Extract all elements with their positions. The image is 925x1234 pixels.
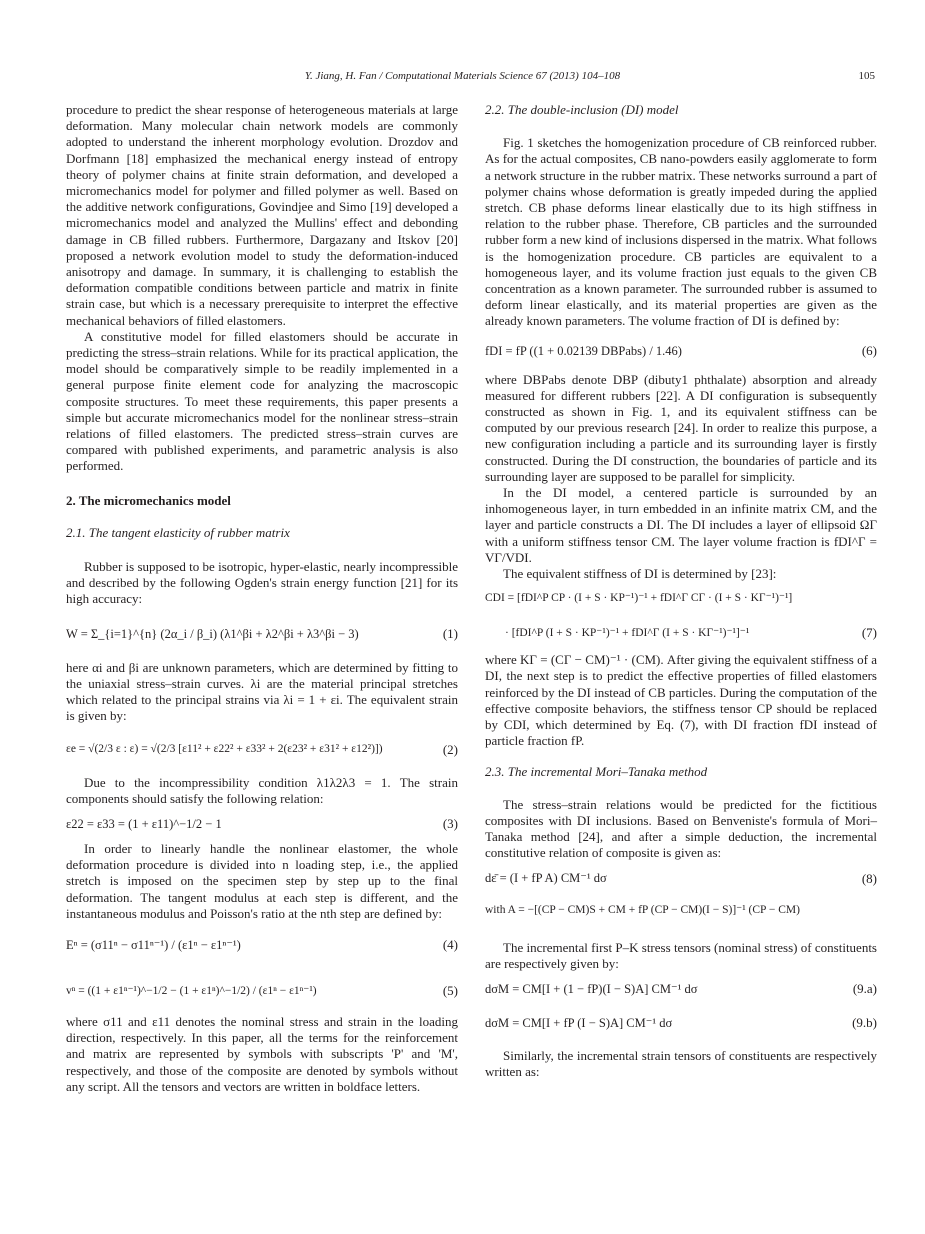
paragraph: where DBPabs denote DBP (dibuty1 phthalate) absorption and already measured for different rubbers [22]. A DI configuration is subsequently constructed as shown in Fig. 1, and its equivalent stiffness can be computed by our previous research [24]. In order to realize this purpose, a new configuration including a particle and its surrounding layer is firstly constructed. During the DI construction, the boundaries of particle and its surrounding layer are supposed to be parallel for simplicity. bbox=[485, 371, 877, 484]
equation-text: dε̄ = (I + fP A) CM⁻¹ dσ bbox=[485, 871, 607, 886]
equation-7-line-1 bbox=[485, 582, 877, 614]
equation-5 bbox=[66, 968, 458, 1014]
equation-4 bbox=[66, 922, 458, 968]
paragraph: In the DI model, a centered particle is surrounded by an inhomogeneous layer, in turn embedded in an infinite matrix CM, and the layer and particle constructs a DI. The DI includes a layer of ellipsoid ΩΓ with a uniform stiffness tensor CM. The layer volume fraction is fDI^Γ = VΓ/VDI. bbox=[485, 485, 877, 565]
equation-number: (6) bbox=[861, 342, 877, 358]
equation-7-line-2 bbox=[485, 614, 877, 652]
subsection-heading: 2.3. The incremental Mori–Tanaka method bbox=[485, 763, 708, 779]
equation-number: (5) bbox=[442, 982, 458, 998]
journal-citation: Y. Jiang, H. Fan / Computational Materials Science 67 (2013) 104–108 bbox=[304, 70, 621, 82]
running-header bbox=[0, 70, 925, 90]
paragraph: Due to the incompressibility condition λ1λ2λ3 = 1. The strain components should satisfy the following relation: bbox=[66, 774, 458, 806]
equation-text: W = Σ_{i=1}^{n} (2α_i / β_i) (λ1^βi + λ2^βi + λ3^βi − 3) bbox=[66, 626, 359, 641]
equation-text: vⁿ = ((1 + ε1ⁿ⁻¹)^−1/2 − (1 + ε1ⁿ)^−1/2) / (ε1ⁿ − ε1ⁿ⁻¹) bbox=[66, 984, 317, 997]
equation-text: dσM = CM[I + (1 − fP)(I − S)A] CM⁻¹ dσ bbox=[485, 981, 698, 996]
equation-number: (8) bbox=[861, 870, 877, 886]
equation-number: (4) bbox=[442, 936, 458, 952]
equation-number: (1) bbox=[442, 625, 458, 641]
paragraph: The stress–strain relations would be predicted for the fictitious composites with DI inclusions. Based on Benveniste's formula of Mori–Tanaka method [24], and after a simple deduction, the incremental constitutive relation of composite is given as: bbox=[485, 796, 877, 861]
equation-6 bbox=[485, 330, 877, 372]
paragraph: In order to linearly handle the nonlinear elastomer, the whole deformation procedure is divided into n loading step, i.e., the applied stretch is imposed on the specimen step by step up to the final deformation. The tangent modulus at each step is different, and the instantaneous modulus and Poisson's ratio at the nth step are defined by: bbox=[66, 840, 458, 921]
equation-8 bbox=[485, 862, 877, 896]
paragraph: where σ11 and ε11 denotes the nominal stress and strain in the loading direction, respectively. In this paper, all the terms for the reinforcement and matrix are represented by symbols with subscripts 'P' and 'M', respectively, and those of the composite are denoted by symbols without any script. All the tensors and vectors are written in boldface letters. bbox=[66, 1013, 458, 1094]
equation-9b bbox=[485, 1006, 877, 1040]
equation-number: (7) bbox=[861, 625, 877, 641]
paragraph: here αi and βi are unknown parameters, which are determined by fitting to the uniaxial stress–strain curves. λi are the material principal stretches which related to the principal strains via λi = 1 + εi. The equivalent strain is given by: bbox=[66, 659, 458, 724]
subsection-heading: 2.1. The tangent elasticity of rubber matrix bbox=[66, 524, 290, 540]
paragraph: where KΓ = (CΓ − CM)⁻¹ · (CM). After giving the equivalent stiffness of a DI, the next step is to predict the effective properties of filled elastomers reinforced by the DI instead of CB particles. During the computation of the effective composite behaviors, the stiffness tensor CP should be replaced by CDI, which determined by Eq. (7), with DI fraction fDI instead of particle fraction fP. bbox=[485, 652, 877, 749]
equation-number: (9.a) bbox=[852, 980, 877, 996]
equation-3 bbox=[66, 807, 458, 841]
paragraph: procedure to predict the shear response of heterogeneous materials at large deformation. Many molecular chain network models are commonly adopted to understand the inherent morphology evolution. Drozdov and Dorfmann [18] emphasized the mechanical energy instead of entropy theory of polymer chains at finite strain deformation, and developed a micromechanics model for polymer and filled polymer as well. Based on the additive network configurations, Govindjee and Simo [19] developed a micromechanics model and analyzed the Mullins' effect and debonding damage in CB filled rubbers. Furthermore, Dargazany and Itskov [20] proposed a network evolution model to study the deformation-induced anisotropy and damage. In summary, it is challenging to establish the deformation compatible conditions between particle and matrix in finite strain case, but which is a necessary prerequisite to interpret the effective mechanical behaviors of filled elastomers. bbox=[66, 102, 458, 328]
equation-8-definition bbox=[485, 896, 877, 926]
equation-number: (2) bbox=[442, 741, 458, 757]
equation-text: with A = −[(CP − CM)S + CM + fP (CP − CM)(I − S)]⁻¹ (CP − CM) bbox=[485, 904, 800, 917]
equation-number: (3) bbox=[442, 815, 458, 831]
equation-text: · [fDI^P (I + S · KP⁻¹)⁻¹ + fDI^Γ (I + S · KΓ⁻¹)⁻¹]⁻¹ bbox=[505, 627, 750, 640]
equation-text: ε22 = ε33 = (1 + ε11)^−1/2 − 1 bbox=[66, 816, 222, 831]
equation-2 bbox=[66, 725, 458, 775]
equation-1 bbox=[66, 608, 458, 660]
paragraph: The equivalent stiffness of DI is determined by [23]: bbox=[503, 566, 777, 582]
right-column bbox=[485, 102, 877, 1080]
equation-text: CDI = [fDI^P CP · (I + S · KP⁻¹)⁻¹ + fDI^Γ CΓ · (I + S · KΓ⁻¹)⁻¹] bbox=[485, 592, 793, 605]
section-heading: 2. The micromechanics model bbox=[66, 492, 231, 508]
paragraph: Fig. 1 sketches the homogenization procedure of CB reinforced rubber. As for the actual composites, CB nano-powders easily agglomerate to form a network structure in the rubber matrix. These networks surround a part of polymer chains whose deformation is greatly impeded during the applied stretch. CB phase deforms linear elastically due to its high stiffness in relation to the rubber phase. Therefore, CB particles and the surrounded rubber form a new kind of inclusions dispersed in the matrix. What follows is the homogenization procedure. CB particles are equivalent to a homogeneous layer, and its volume fraction just equals to the given CB concentration as a known parameter. The surrounded rubber is assumed to deform linear elastically, and its material properties are given as the already known parameters. The volume fraction of DI is defined by: bbox=[485, 135, 877, 329]
page-number: 105 bbox=[858, 70, 875, 82]
paragraph: A constitutive model for filled elastomers should be accurate in predicting the stress–strain relations. While for its practical application, the model should be comparatively simple to be readily implemented in a general purpose finite element code for analyzing the macroscopic composite structures. To meet these requirements, this paper presents a simple but accurate micromechanics model for the nonlinear stress–strain relations of filled elastomers. The predicted stress–strain curves are compared with published experiments, and parametric analysis is also performed. bbox=[66, 328, 458, 474]
left-column bbox=[66, 102, 458, 1095]
equation-number: (9.b) bbox=[852, 1014, 877, 1030]
equation-9a bbox=[485, 972, 877, 1006]
paragraph: The incremental first P–K stress tensors (nominal stress) of constituents are respectively given by: bbox=[485, 939, 877, 971]
paragraph: Similarly, the incremental strain tensors of constituents are respectively written as: bbox=[485, 1047, 877, 1080]
equation-text: Eⁿ = (σ11ⁿ − σ11ⁿ⁻¹) / (ε1ⁿ − ε1ⁿ⁻¹) bbox=[66, 937, 241, 952]
equation-text: dσM = CM[I + fP (I − S)A] CM⁻¹ dσ bbox=[485, 1015, 673, 1030]
equation-text: fDI = fP ((1 + 0.02139 DBPabs) / 1.46) bbox=[485, 343, 682, 358]
equation-text: εe = √(2/3 ε : ε) = √(2/3 [ε11² + ε22² + ε33² + 2(ε23² + ε31² + ε12²)]) bbox=[66, 743, 383, 756]
subsection-heading: 2.2. The double-inclusion (DI) model bbox=[485, 102, 679, 117]
paragraph: Rubber is supposed to be isotropic, hyper-elastic, nearly incompressible and described by the following Ogden's strain energy function [21] for its high accuracy: bbox=[66, 559, 458, 607]
